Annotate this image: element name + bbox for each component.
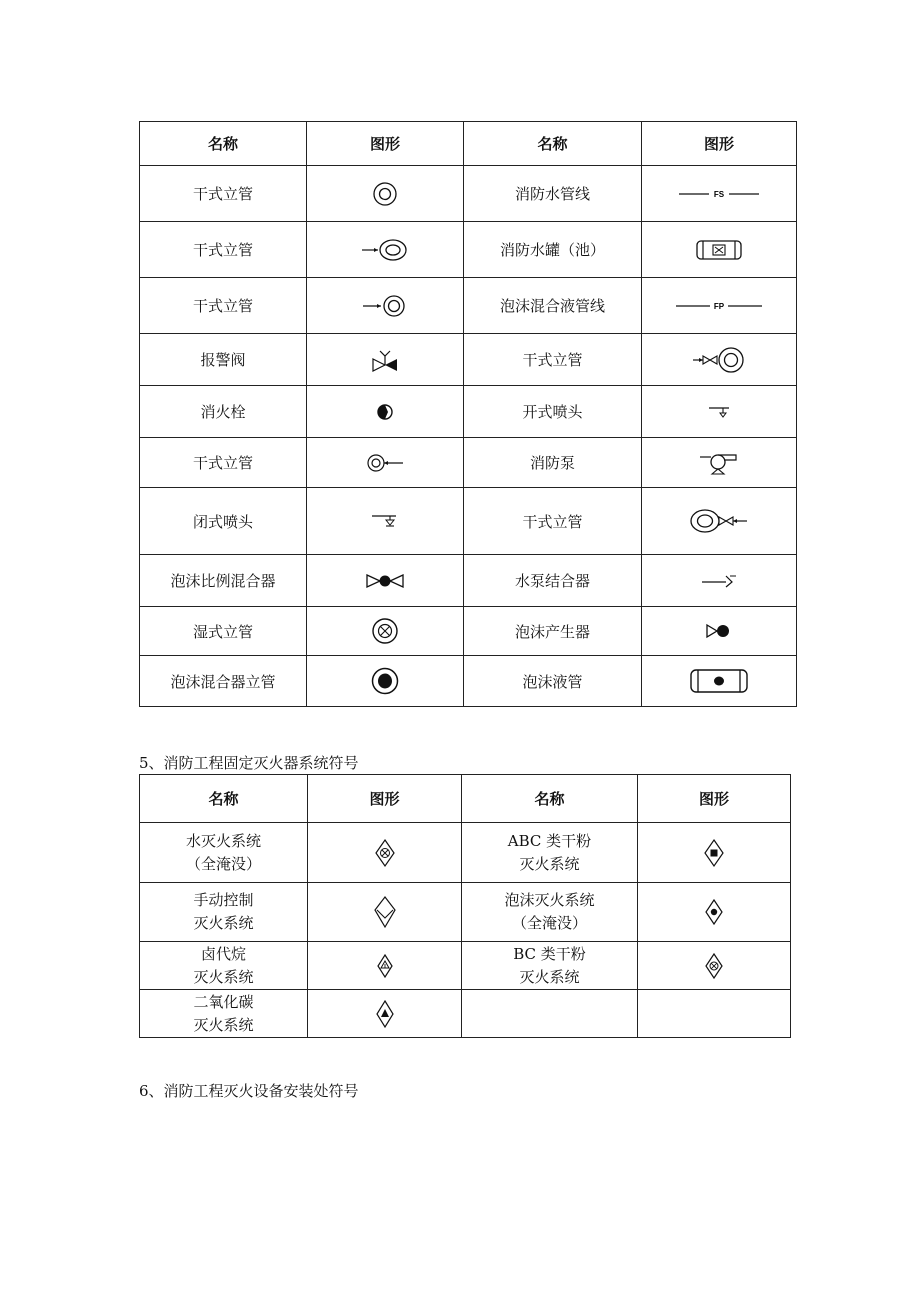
header-name: 名称 [140,122,307,166]
symbol-name: 水泵结合器 [464,555,642,607]
table-row [140,488,797,555]
header-name: 名称 [464,122,642,166]
arrow-double-circle-icon [361,293,409,319]
symbol-name: ABC 类干粉 灭火系统 [462,823,638,883]
section-6-title: 6、消防工程灭火设备安装处符号 [139,1082,359,1100]
symbol-name: 报警阀 [140,334,307,386]
fs-line-label: FS [713,189,725,199]
valve-double-circle-icon [691,345,747,375]
header-name: 名称 [140,775,308,823]
double-circle-icon [370,179,400,209]
symbol-name: 泡沫混合器立管 [140,656,307,707]
half-filled-circle-icon [375,402,395,422]
table-header-row [140,122,797,166]
table-row [140,883,791,942]
fp-line-label: FP [713,301,725,311]
open-sprinkler-icon [707,404,731,420]
tank-dot-icon [688,668,750,694]
table-row [140,823,791,883]
header-figure: 图形 [308,775,462,823]
symbol-name: 二氧化碳 灭火系统 [140,990,308,1038]
symbol-name: 泡沫比例混合器 [140,555,307,607]
foam-generator-icon [705,622,733,640]
symbol-name: 干式立管 [140,278,307,334]
empty-cell [638,990,791,1038]
symbol-name: 干式立管 [464,488,642,555]
table-row [140,555,797,607]
header-figure: 图形 [638,775,791,823]
tank-cross-icon [693,239,745,261]
table-row [140,607,797,656]
fs-line-icon [679,187,759,201]
symbol-name: 泡沫液管 [464,656,642,707]
symbol-name: 干式立管 [464,334,642,386]
table-row [140,990,791,1038]
symbol-name: 卤代烷 灭火系统 [140,942,308,990]
diamond-triangle-icon [376,953,394,979]
symbol-name: 干式立管 [140,166,307,222]
oval-ring-valve-icon [689,506,749,536]
fire-pump-icon [698,448,740,478]
closed-sprinkler-icon [370,513,400,529]
fp-line-icon [676,299,762,313]
symbol-name: 湿式立管 [140,607,307,656]
symbol-name: 消防水罐（池） [464,222,642,278]
table-header-row [140,775,791,823]
pump-connector-icon [700,571,738,591]
symbol-name: 消防水管线 [464,166,642,222]
table-row [140,222,797,278]
table-row [140,166,797,222]
symbol-name: 干式立管 [140,438,307,488]
symbol-name: 消防泵 [464,438,642,488]
table-row [140,656,797,707]
circle-cross-icon [370,616,400,646]
symbol-name: 闭式喷头 [140,488,307,555]
symbol-table-1 [139,121,797,707]
double-circle-arrow-icon [365,452,405,474]
ring-filled-dot-icon [370,666,400,696]
header-name: 名称 [462,775,638,823]
diamond-cross-icon [374,838,396,868]
diamond-filled-triangle-icon [375,999,395,1029]
table-row [140,278,797,334]
table-row [140,438,797,488]
symbol-name: 水灭火系统 （全淹没） [140,823,308,883]
symbol-name: 开式喷头 [464,386,642,438]
table-row [140,942,791,990]
symbol-name: 消火栓 [140,386,307,438]
empty-cell [462,990,638,1038]
alarm-valve-icon [369,347,401,373]
diamond-cross-small-icon [704,952,724,980]
symbol-name: 干式立管 [140,222,307,278]
table-row [140,386,797,438]
symbol-table-2 [139,774,791,1038]
proportioner-icon [365,570,405,592]
symbol-name: 泡沫灭火系统 （全淹没） [462,883,638,942]
symbol-name: BC 类干粉 灭火系统 [462,942,638,990]
diamond-square-icon [703,838,725,868]
table-row [140,334,797,386]
symbol-name: 泡沫产生器 [464,607,642,656]
diamond-v-icon [373,895,397,929]
symbol-name: 泡沫混合液管线 [464,278,642,334]
header-figure: 图形 [642,122,797,166]
header-figure: 图形 [307,122,464,166]
diamond-dot-icon [704,898,724,926]
section-5-title: 5、消防工程固定灭火器系统符号 [139,754,359,772]
symbol-name: 手动控制 灭火系统 [140,883,308,942]
arrow-oval-ring-icon [360,237,410,263]
